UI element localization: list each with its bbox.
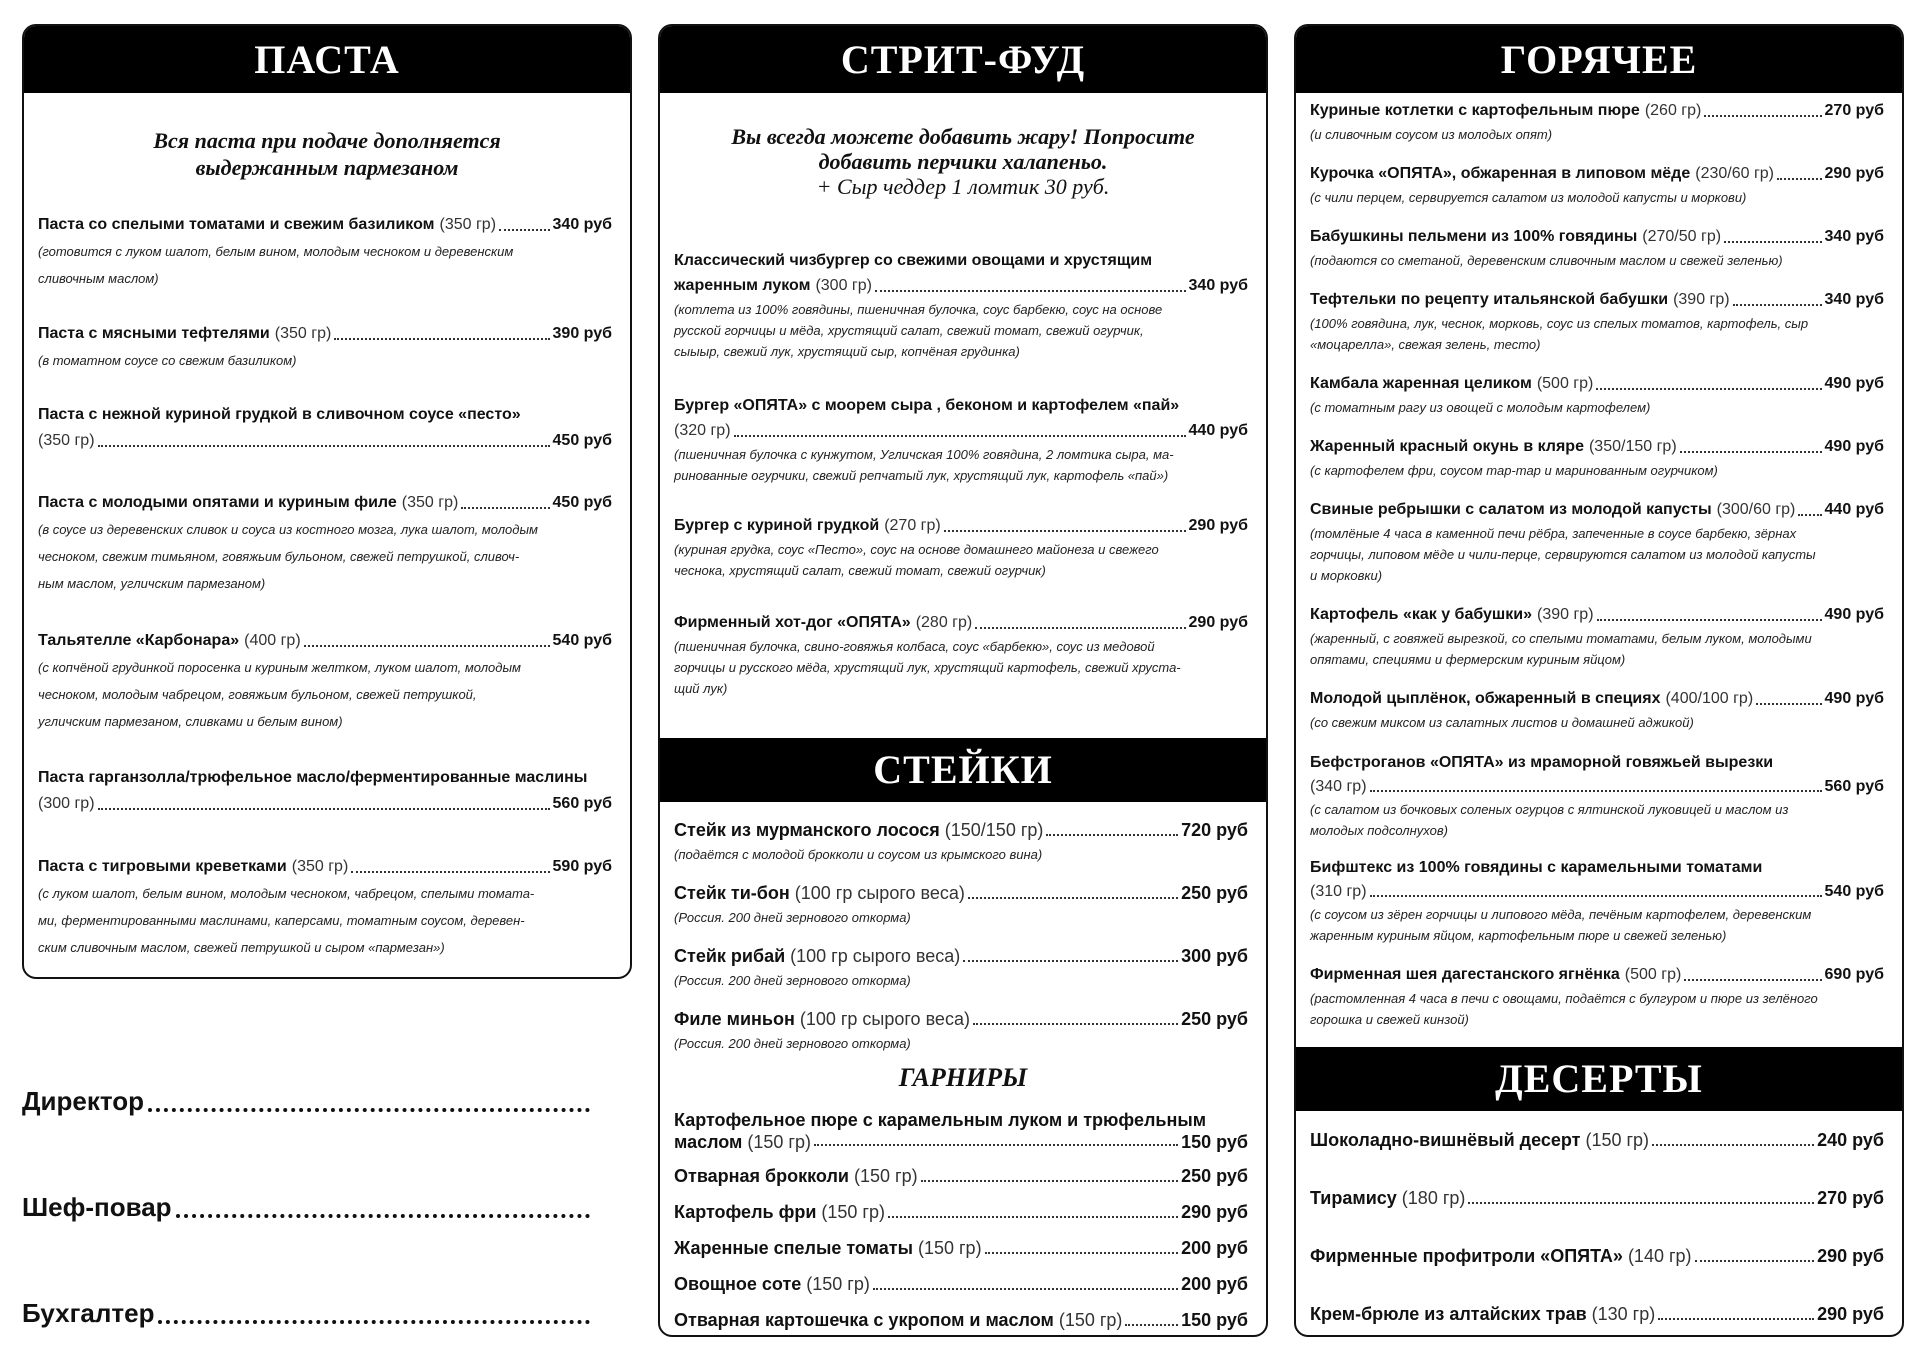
steak-item-3: [674, 942, 1248, 991]
dotted-leader: [1046, 834, 1178, 836]
dotted-leader: [1704, 115, 1821, 117]
item-name: Паста с мясными тефтелями: [38, 325, 270, 342]
item-description: чесноком, свежим тимьяном, говяжьим бульоном, свежей петрушкой, сливоч-: [38, 549, 520, 564]
item-name: Бургер с куриной грудкой: [674, 517, 880, 534]
item-description: (Россия. 200 дней зернового откорма): [674, 1036, 911, 1051]
item-description: (куриная грудка, соус «Песто», соус на основе домашнего майонеза и свежего: [674, 542, 1159, 557]
dotted-leader: [1596, 388, 1821, 390]
item-price: 490 руб: [1824, 438, 1884, 455]
item-weight: (400/100 гр): [1665, 690, 1754, 707]
hot-item-8: [1310, 602, 1884, 670]
dotted-leader: [1798, 514, 1821, 516]
street-note-line2: добавить перчики халапеньо.: [818, 149, 1108, 174]
signatures-accountant: Бухгалтер: [22, 1298, 155, 1328]
item-name: Паста со спелыми томатами и свежим базиликом: [38, 216, 435, 233]
dotted-leader: [734, 435, 1186, 437]
item-name: Бифштекс из 100% говядины с карамельными томатами: [1310, 859, 1763, 876]
item-name: Стейк ти-бон: [674, 883, 790, 903]
item-name: Крем-брюле из алтайских трав: [1310, 1304, 1587, 1324]
item-weight: (350/150 гр): [1588, 438, 1677, 455]
dotted-leader: [1684, 979, 1821, 981]
hot-item-1: [1310, 98, 1884, 145]
item-price: 540 руб: [1824, 883, 1884, 900]
pasta-note-line2: выдержанным пармезаном: [195, 155, 459, 180]
side-item-5: [674, 1270, 1248, 1298]
item-name: Жаренные спелые томаты: [674, 1238, 913, 1258]
item-description: горчицы, липовом мёде и чили-перце, сервируются салатом из молодой капусты: [1310, 547, 1816, 562]
item-name: Куриные котлетки с картофельным пюре: [1310, 102, 1640, 119]
item-price: 490 руб: [1824, 606, 1884, 623]
dessert-item-4: [1310, 1300, 1884, 1328]
item-name: Курочка «ОПЯТА», обжаренная в липовом мёде: [1310, 165, 1691, 182]
item-weight: (350 гр): [274, 325, 332, 342]
item-description: ным маслом, угличским пармезаном): [38, 576, 266, 591]
item-weight: (320 гр): [674, 422, 731, 439]
dotted-leader: [98, 808, 550, 810]
item-weight: (150 гр): [806, 1274, 870, 1294]
hot-item-11: [1310, 856, 1884, 946]
item-price: 450 руб: [552, 432, 612, 449]
pasta-section: [22, 24, 632, 979]
dotted-leader: [148, 1108, 590, 1112]
item-price: 290 руб: [1817, 1246, 1884, 1266]
item-price: 150 руб: [1181, 1310, 1248, 1330]
dotted-leader: [1658, 1318, 1814, 1320]
dotted-leader: [304, 645, 550, 647]
side-item-6: [674, 1306, 1248, 1334]
item-description: горошка и свежей кинзой): [1310, 1012, 1469, 1027]
item-description: горчицы и русского мёда, хрустящий лук, хрустящий картофель, свежий хруста-: [674, 660, 1181, 675]
item-weight: (180 гр): [1401, 1188, 1466, 1208]
item-price: 340 руб: [1824, 291, 1884, 308]
item-description: (и сливочным соусом из молодых опят): [1310, 127, 1553, 142]
item-weight: (100 гр сырого веса): [794, 883, 965, 903]
item-price: 560 руб: [552, 795, 612, 812]
item-description: русской горчицы и мёда, хрустящий салат, свежий томат, свежий огурчик,: [674, 323, 1144, 338]
dotted-leader: [1597, 619, 1822, 621]
item-weight: (150/150 гр): [944, 820, 1044, 840]
item-weight: (350 гр): [401, 494, 459, 511]
dotted-leader: [1652, 1144, 1814, 1146]
item-description: (с соусом из зёрен горчицы и липового мёда, печёным картофелем, деревенским: [1310, 907, 1812, 922]
item-name: Жаренный красный окунь в кляре: [1310, 438, 1584, 455]
item-weight: (150 гр): [821, 1202, 885, 1222]
item-price: 590 руб: [552, 858, 612, 875]
hot-header: ГОРЯЧЕЕ: [1296, 26, 1902, 93]
item-price: 200 руб: [1181, 1238, 1248, 1258]
hot-item-5: [1310, 371, 1884, 418]
item-name: Паста с тигровыми креветками: [38, 858, 287, 875]
hot-item-9: [1310, 686, 1884, 733]
item-description: (с луком шалот, белым вином, молодым чесноком, чабрецом, спелыми томата-: [38, 886, 535, 901]
item-name: Шоколадно-вишнёвый десерт: [1310, 1130, 1581, 1150]
item-description: (подаются со сметаной, деревенским сливочным маслом и свежей зеленью): [1310, 253, 1783, 268]
item-weight: (350 гр): [291, 858, 349, 875]
item-name: Тефтельки по рецепту итальянской бабушки: [1310, 291, 1669, 308]
pasta-note: [24, 127, 630, 181]
item-description: (пшеничная булочка с кунжутом, Угличская 100% говядина, 2 ломтика сыра, ма-: [674, 447, 1174, 462]
street-item-3: [674, 513, 1248, 581]
item-weight: (140 гр): [1627, 1246, 1692, 1266]
dessert-item-2: [1310, 1184, 1884, 1212]
item-name: Стейк из мурманского лосося: [674, 820, 940, 840]
sides-header: ГАРНИРЫ: [898, 1063, 1028, 1092]
item-weight: (100 гр сырого веса): [790, 946, 961, 966]
item-description: (Россия. 200 дней зернового откорма): [674, 973, 911, 988]
item-weight: (280 гр): [915, 614, 973, 631]
item-price: 300 руб: [1181, 946, 1248, 966]
dotted-leader: [1370, 790, 1822, 792]
item-description: (жаренный, с говяжей вырезкой, со спелыми томатами, белым луком, молодыми: [1310, 631, 1812, 646]
item-weight: (350 гр): [439, 216, 497, 233]
item-description: (пшеничная булочка, свино-говяжья колбаса, соус «барбекю», соус из медовой: [674, 639, 1155, 654]
street-food-note: [660, 124, 1266, 199]
item-price: 250 руб: [1181, 883, 1248, 903]
item-price: 440 руб: [1188, 422, 1248, 439]
pasta-header: ПАСТА: [24, 26, 630, 93]
item-description: «моцарелла», свежая зелень, тесто): [1310, 337, 1541, 352]
item-name: Паста с молодыми опятами и куриным филе: [38, 494, 397, 511]
item-description: сливочным маслом): [38, 271, 159, 286]
dotted-leader: [98, 445, 550, 447]
item-description: молодых подсолнухов): [1310, 823, 1448, 838]
item-price: 290 руб: [1824, 165, 1884, 182]
street-item-1: [674, 249, 1248, 362]
street-food-section: [658, 24, 1268, 1337]
street-note-line3: + Сыр чеддер 1 ломтик 30 руб.: [816, 174, 1110, 199]
item-name: Картофельное пюре с карамельным луком и трюфельным: [674, 1110, 1207, 1130]
item-price: 340 руб: [1188, 277, 1248, 294]
hot-item-6: [1310, 434, 1884, 481]
hot-item-7: [1310, 497, 1884, 586]
dotted-leader: [499, 229, 550, 231]
item-weight: (260 гр): [1644, 102, 1702, 119]
item-weight: (130 гр): [1591, 1304, 1656, 1324]
item-description: чесноком, молодым чабрецом, говяжьим бульоном, свежей петрушкой,: [38, 687, 477, 702]
item-description: (с копчёной грудинкой поросенка и куриным желтком, луком шалот, молодым: [38, 660, 521, 675]
signature-chef: [22, 1192, 590, 1223]
steaks-header: СТЕЙКИ: [660, 738, 1266, 802]
item-weight: (270 гр): [884, 517, 941, 534]
dotted-leader: [158, 1320, 590, 1324]
item-name: Картофель фри: [674, 1202, 817, 1222]
dotted-leader: [814, 1144, 1178, 1146]
item-price: 250 руб: [1181, 1166, 1248, 1186]
item-weight: (300 гр): [815, 277, 872, 294]
item-price: 200 руб: [1181, 1274, 1248, 1294]
item-name: Фирменный хот-дог «ОПЯТА»: [674, 614, 911, 631]
item-description: (со свежим миксом из салатных листов и домашней аджикой): [1310, 715, 1694, 730]
dotted-leader: [1370, 895, 1822, 897]
item-price: 270 руб: [1817, 1188, 1884, 1208]
signature-accountant: [22, 1298, 590, 1329]
item-price: 240 руб: [1817, 1130, 1884, 1150]
item-name: Отварная брокколи: [674, 1166, 849, 1186]
item-price: 340 руб: [1824, 228, 1884, 245]
item-price: 450 руб: [552, 494, 612, 511]
dotted-leader: [873, 1288, 1178, 1290]
item-weight: (400 гр): [244, 632, 301, 649]
dessert-item-1: [1310, 1126, 1884, 1154]
item-price: 250 руб: [1181, 1009, 1248, 1029]
item-weight: (340 гр): [1310, 778, 1367, 795]
item-description: (в томатном соусе со свежим базиликом): [38, 353, 297, 368]
dotted-leader: [888, 1216, 1178, 1218]
desserts-header: ДЕСЕРТЫ: [1296, 1047, 1902, 1111]
pasta-item-1: [38, 212, 612, 292]
item-name: Паста с нежной куриной грудкой в сливочном соусе «песто»: [38, 406, 521, 423]
dotted-leader: [1724, 241, 1821, 243]
pasta-item-7: [38, 854, 612, 961]
side-item-1: [674, 1110, 1248, 1154]
item-description: (Россия. 200 дней зернового откорма): [674, 910, 911, 925]
steak-item-2: [674, 879, 1248, 928]
hot-item-12: [1310, 962, 1884, 1030]
hot-item-3: [1310, 224, 1884, 271]
item-weight: (500 гр): [1624, 966, 1682, 983]
item-description: ским сливочным маслом, свежей петрушкой и сыром «пармезан»): [38, 940, 445, 955]
side-item-2: [674, 1162, 1248, 1190]
item-weight: (300 гр): [38, 795, 95, 812]
street-note-line1: Вы всегда можете добавить жару! Попросите: [731, 124, 1195, 149]
item-description: ринованные огурчики, свежий репчатый лук, хрустящий лук, картофель «пай»): [674, 468, 1169, 483]
item-name: Камбала жаренная целиком: [1310, 375, 1532, 392]
dotted-leader: [1695, 1260, 1815, 1262]
item-weight: (150 гр): [1585, 1130, 1650, 1150]
dotted-leader: [1680, 451, 1822, 453]
signatures-chef: Шеф-повар: [22, 1192, 172, 1222]
item-weight: (350 гр): [38, 432, 95, 449]
hot-section: [1294, 24, 1904, 1337]
item-description: щий лук): [674, 681, 728, 696]
pasta-item-3: [38, 402, 612, 454]
dotted-leader: [1756, 703, 1821, 705]
item-name: Филе миньон: [674, 1009, 795, 1029]
item-description: (с чили перцем, сервируется салатом из молодой капусты и моркови): [1310, 190, 1747, 205]
item-name: Бефстроганов «ОПЯТА» из мраморной говяжьей вырезки: [1310, 754, 1774, 771]
item-name: Фирменная шея дагестанского ягнёнка: [1310, 966, 1620, 983]
item-price: 270 руб: [1824, 102, 1884, 119]
dotted-leader: [176, 1214, 590, 1218]
item-name: Классический чизбургер со свежими овощами и хрустящим: [674, 252, 1153, 269]
item-price: 490 руб: [1824, 375, 1884, 392]
item-price: 490 руб: [1824, 690, 1884, 707]
item-weight: (270/50 гр): [1642, 228, 1722, 245]
item-description: (100% говядина, лук, чеснок, морковь, соус из спелых томатов, картофель, сыр: [1310, 316, 1809, 331]
item-name: Тирамису: [1310, 1188, 1397, 1208]
dotted-leader: [334, 338, 549, 340]
street-item-4: [674, 610, 1248, 699]
item-price: 290 руб: [1188, 517, 1248, 534]
steak-item-4: [674, 1005, 1248, 1054]
pasta-item-2: [38, 321, 612, 374]
item-description: угличским пармезаном, сливками и белым вином): [38, 714, 343, 729]
item-weight: (390 гр): [1673, 291, 1730, 308]
item-weight: (300/60 гр): [1716, 501, 1796, 518]
item-name: Овощное соте: [674, 1274, 802, 1294]
side-item-4: [674, 1234, 1248, 1262]
item-name: Паста гарганзолла/трюфельное масло/ферментированные маслины: [38, 769, 588, 786]
pasta-item-5: [38, 628, 612, 735]
dotted-leader: [975, 627, 1185, 629]
item-weight: (150 гр): [747, 1132, 811, 1152]
side-item-3: [674, 1198, 1248, 1226]
item-price: 150 руб: [1181, 1132, 1248, 1152]
item-description: жаренным куриным яйцом, картофельным пюре и свежей зеленью): [1310, 928, 1727, 943]
item-name: Отварная картошечка с укропом и маслом: [674, 1310, 1054, 1330]
item-description: (томлёные 4 часа в каменной печи рёбра, запеченные в соусе барбекю, зёрнах: [1310, 526, 1797, 541]
item-description: сыыыр, свежий лук, хрустящий сыр, копчёная грудинка): [674, 344, 1020, 359]
item-description: (с картофелем фри, соусом тар-тар и маринованным огурчиком): [1310, 463, 1718, 478]
item-name: Молодой цыплёнок, обжаренный в специях: [1310, 690, 1661, 707]
dotted-leader: [875, 290, 1186, 292]
dotted-leader: [963, 960, 1178, 962]
dotted-leader: [921, 1180, 1178, 1182]
dotted-leader: [1777, 178, 1822, 180]
item-name: Картофель «как у бабушки»: [1310, 606, 1532, 623]
item-description: и морковки): [1310, 568, 1383, 583]
item-name: Свиные ребрышки с салатом из молодой капусты: [1310, 501, 1712, 518]
item-weight: (310 гр): [1310, 883, 1367, 900]
dotted-leader: [985, 1252, 1179, 1254]
item-price: 290 руб: [1817, 1304, 1884, 1324]
item-weight: (500 гр): [1536, 375, 1594, 392]
dotted-leader: [973, 1023, 1178, 1025]
signature-director: [22, 1086, 590, 1117]
dotted-leader: [461, 507, 549, 509]
item-weight: (150 гр): [917, 1238, 982, 1258]
item-description: (готовится с луком шалот, белым вином, молодым чесноком и деревенским: [38, 244, 514, 259]
dotted-leader: [1468, 1202, 1814, 1204]
item-price: 390 руб: [552, 325, 612, 342]
item-description: (с салатом из бочковых соленых огурцов с ялтинской луковицей и маслом из: [1310, 802, 1789, 817]
item-weight: (150 гр): [853, 1166, 918, 1186]
dotted-leader: [351, 871, 549, 873]
item-name: Стейк рибай: [674, 946, 786, 966]
street-food-header: СТРИТ-ФУД: [660, 26, 1266, 93]
pasta-note-line1: Вся паста при подаче дополняется: [153, 128, 501, 153]
street-item-2: [674, 394, 1248, 486]
pasta-item-6: [38, 765, 612, 817]
dotted-leader: [944, 530, 1186, 532]
item-price: 540 руб: [552, 632, 612, 649]
dotted-leader: [1733, 304, 1822, 306]
item-price: 290 руб: [1188, 614, 1248, 631]
item-description: (в соусе из деревенских сливок и соуса из костного мозга, лука шалот, молодым: [38, 522, 538, 537]
item-price: 720 руб: [1181, 820, 1248, 840]
item-weight: (150 гр): [1058, 1310, 1123, 1330]
item-description: ми, ферментированными маслинами, каперсами, томатным соусом, деревен-: [38, 913, 525, 928]
item-name: Бабушкины пельмени из 100% говядины: [1310, 228, 1638, 245]
item-name: маслом: [674, 1132, 743, 1152]
item-name: Тальятелле «Карбонара»: [38, 632, 240, 649]
dotted-leader: [1125, 1324, 1178, 1326]
item-weight: (390 гр): [1536, 606, 1594, 623]
item-description: чеснока, хрустящий салат, свежий томат, свежий огурчик): [674, 563, 1046, 578]
pasta-item-4: [38, 490, 612, 597]
dessert-item-3: [1310, 1242, 1884, 1270]
signatures-director: Директор: [22, 1086, 145, 1116]
item-name: Бургер «ОПЯТА» с моорем сыра , беконом и картофелем «пай»: [674, 397, 1180, 414]
item-price: 340 руб: [552, 216, 612, 233]
item-name: жаренным луком: [674, 277, 811, 294]
item-price: 440 руб: [1824, 501, 1884, 518]
item-price: 560 руб: [1824, 778, 1884, 795]
item-name: Фирменные профитроли «ОПЯТА»: [1310, 1246, 1623, 1266]
item-description: (растомленная 4 часа в печи с овощами, подаётся с булгуром и пюре из зелёного: [1310, 991, 1818, 1006]
hot-item-10: [1310, 751, 1884, 841]
dotted-leader: [968, 897, 1178, 899]
item-price: 690 руб: [1824, 966, 1884, 983]
item-price: 290 руб: [1181, 1202, 1248, 1222]
steak-item-1: [674, 816, 1248, 865]
item-weight: (230/60 гр): [1695, 165, 1775, 182]
item-description: (с томатным рагу из овощей с молодым картофелем): [1310, 400, 1651, 415]
item-description: (котлета из 100% говядины, пшеничная булочка, соус барбекю, соус на основе: [674, 302, 1163, 317]
item-description: опятами, специями и фермерским куриным яйцом): [1310, 652, 1626, 667]
item-weight: (100 гр сырого веса): [799, 1009, 970, 1029]
hot-item-2: [1310, 161, 1884, 208]
item-description: (подаётся с молодой брокколи и соусом из крымского вина): [674, 847, 1043, 862]
hot-item-4: [1310, 287, 1884, 355]
